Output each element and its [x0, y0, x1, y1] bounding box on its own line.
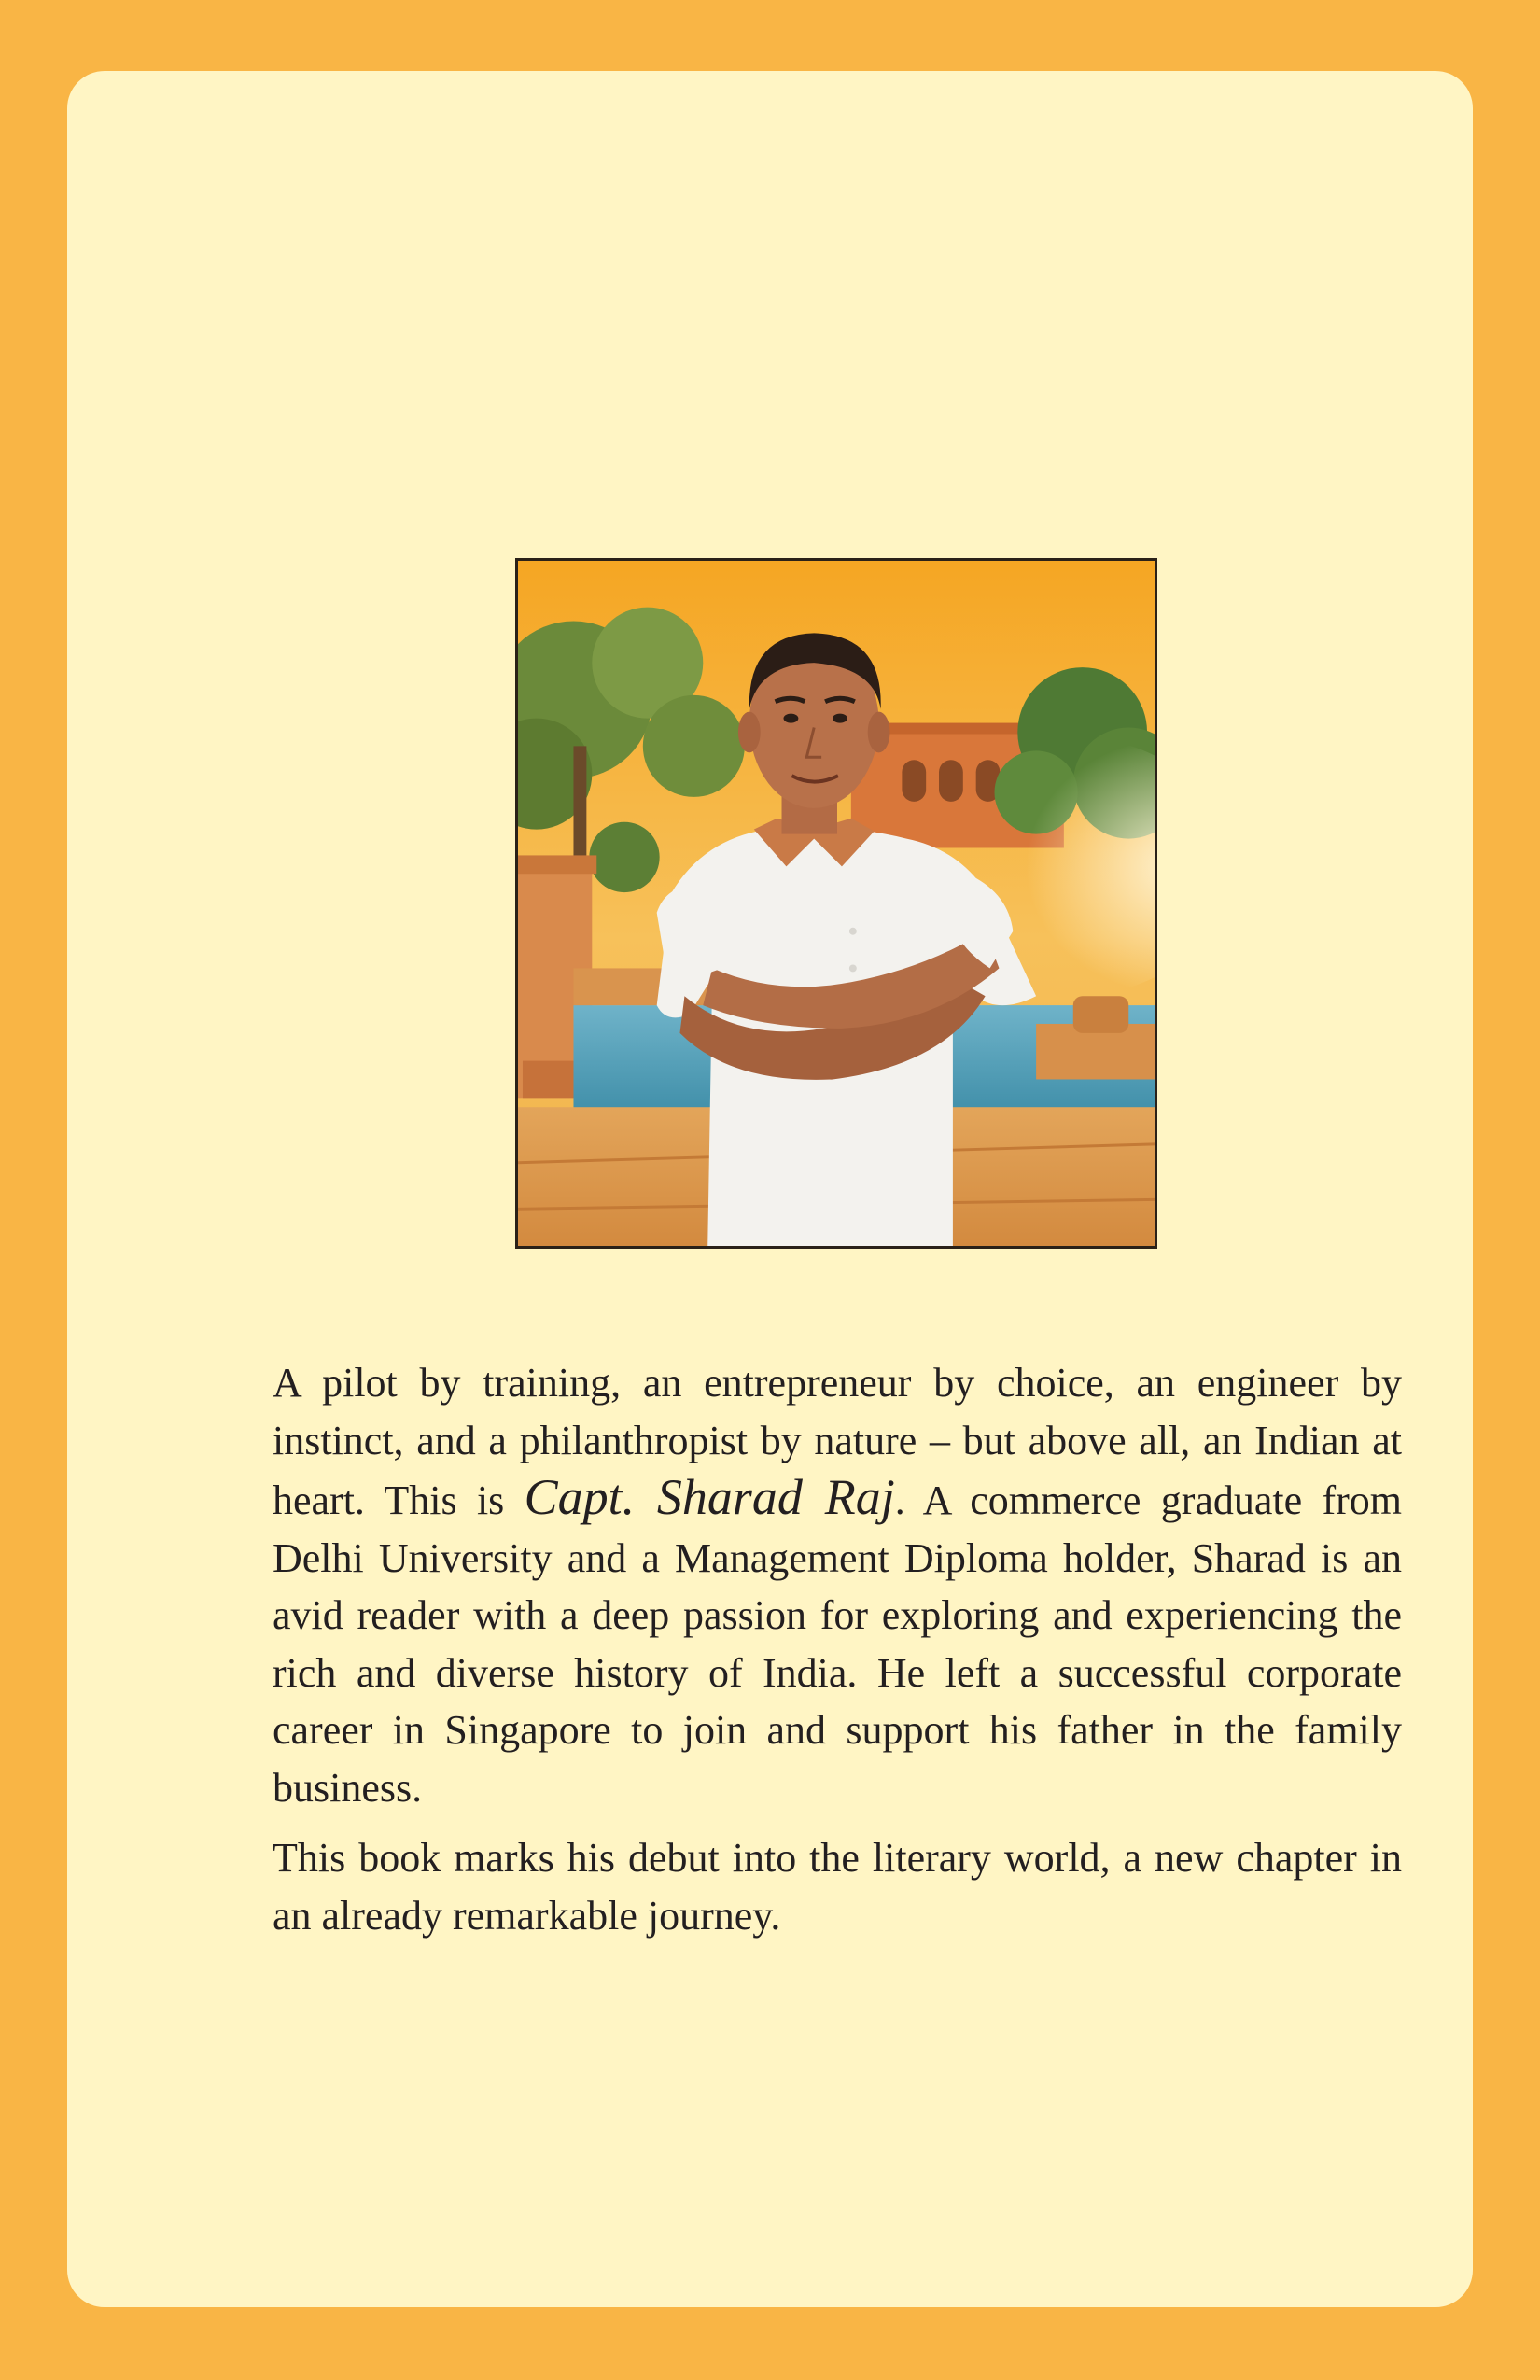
bio-paragraph-2: This book marks his debut into the literary world, a new chapter in an already remarkable journey.: [273, 1835, 1402, 1939]
author-portrait-image: [518, 561, 1155, 1246]
author-bio: [273, 1354, 1402, 1944]
cover-panel: [67, 71, 1473, 2307]
author-photo: [515, 558, 1157, 1249]
bio-paragraph-1: [273, 1354, 1402, 1816]
author-name: Capt. Sharad Raj: [524, 1469, 895, 1525]
bio-intro-text: A pilot by training, an entrepreneur by choice, an engineer by instinct, and a philanthropist by nature – but above all, an Indian at heart. This is: [273, 1360, 1402, 1523]
bio-career-text: . A commerce graduate from Delhi University and a Management Diploma holder, Sharad is an avid reader with a deep passion for exploring and experiencing the rich and diverse history of India. He left a successful corporate career in Singapore to join and support his father in the family business.: [273, 1477, 1402, 1811]
